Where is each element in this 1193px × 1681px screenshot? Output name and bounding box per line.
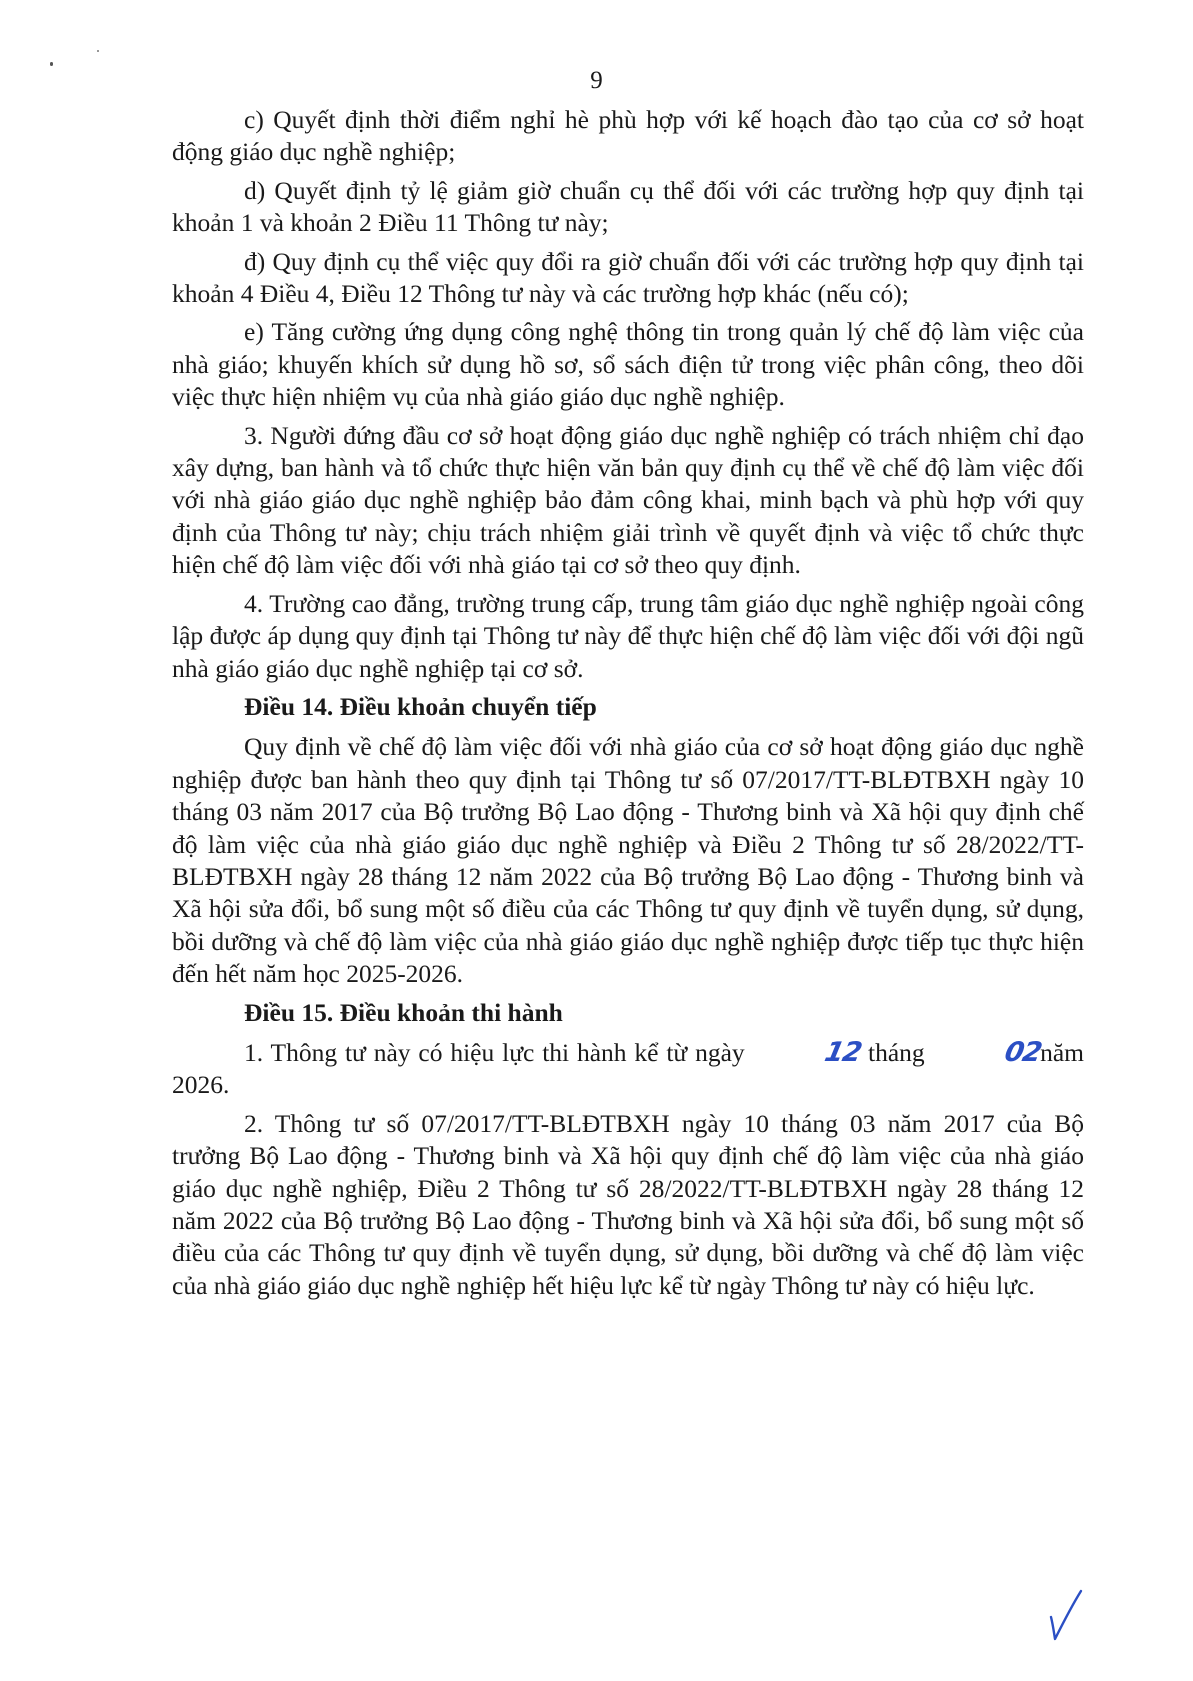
article-15-clause-1: [172, 1037, 1084, 1102]
article-14-heading: Điều 14. Điều khoản chuyển tiếp: [244, 691, 597, 721]
article-14-paragraph: Quy định về chế độ làm việc đối với nhà giáo của cơ sở hoạt động giáo dục nghề nghiệp được ban hành theo quy định tại Thông tư số 07/2017/TT-BLĐTBXH ngày 10 tháng 03 năm 2017 của Bộ trưởng Bộ Lao động - Thương binh và Xã hội quy định chế độ làm việc của nhà giáo giáo dục nghề nghiệp và Điều 2 Thông tư số 28/2022/TT-BLĐTBXH ngày 28 tháng 12 năm 2022 của Bộ trưởng Bộ Lao động - Thương binh và Xã hội sửa đổi, bổ sung một số điều của các Thông tư quy định về tuyển dụng, sử dụng, bồi dưỡng và chế độ làm việc của nhà giáo giáo dục nghề nghiệp được tiếp tục thực hiện đến hết năm học 2025-2026.: [172, 732, 1084, 989]
paragraph-d: d) Quyết định tỷ lệ giảm giờ chuẩn cụ thể đối với các trường hợp quy định tại khoản 1 và khoản 2 Điều 11 Thông tư này;: [172, 175, 1084, 238]
paragraph-dd: đ) Quy định cụ thể việc quy đổi ra giờ chuẩn đối với các trường hợp quy định tại khoản 4 Điều 4, Điều 12 Thông tư này và các trường hợp khác (nếu có);: [172, 246, 1084, 309]
article-15-heading: Điều 15. Điều khoản thi hành: [244, 997, 563, 1027]
scan-speck: [97, 50, 99, 52]
paragraph-clause-4: 4. Trường cao đẳng, trường trung cấp, trung tâm giáo dục nghề nghiệp ngoài công lập được áp dụng quy định tại Thông tư này để thực hiện chế độ làm việc đối với đội ngũ nhà giáo giáo dục nghề nghiệp tại cơ sở.: [172, 588, 1084, 683]
paragraph-clause-3: 3. Người đứng đầu cơ sở hoạt động giáo dục nghề nghiệp có trách nhiệm chỉ đạo xây dựng, ban hành và tổ chức thực hiện văn bản quy định cụ thể về chế độ làm việc đối với nhà giáo giáo dục nghề nghiệp bảo đảm công khai, minh bạch và phù hợp với quy định của Thông tư này; chịu trách nhiệm giải trình về quyết định và việc tổ chức thực hiện chế độ làm việc đối với nhà giáo tại cơ sở theo quy định.: [172, 420, 1084, 580]
article-15-clause-2: 2. Thông tư số 07/2017/TT-BLĐTBXH ngày 10 tháng 03 năm 2017 của Bộ trưởng Bộ Lao động - Thương binh và Xã hội quy định chế độ làm việc của nhà giáo giáo dục nghề nghiệp, Điều 2 Thông tư số 28/2022/TT-BLĐTBXH ngày 28 tháng 12 năm 2022 của Bộ trưởng Bộ Lao động - Thương binh và Xã hội sửa đổi, bổ sung một số điều của các Thông tư quy định về tuyển dụng, sử dụng, bồi dưỡng và chế độ làm việc của nhà giáo giáo dục nghề nghiệp hết hiệu lực kể từ ngày Thông tư này có hiệu lực.: [172, 1108, 1084, 1300]
initial-checkmark-icon: [1045, 1587, 1085, 1643]
document-body: [172, 104, 1084, 1308]
paragraph-c: c) Quyết định thời điểm nghỉ hè phù hợp với kế hoạch đào tạo của cơ sở hoạt động giáo dục nghề nghiệp;: [172, 105, 1084, 167]
paragraph-e: e) Tăng cường ứng dụng công nghệ thông tin trong quản lý chế độ làm việc của nhà giáo; khuyến khích sử dụng hồ sơ, sổ sách điện tử trong việc phân công, theo dõi việc thực hiện nhiệm vụ của nhà giáo giáo dục nghề nghiệp.: [172, 317, 1084, 412]
page-number: 9: [590, 67, 603, 94]
effective-date-text-a: 1. Thông tư này có hiệu lực thi hành kể từ ngày: [244, 1037, 753, 1067]
effective-date-text-b: tháng: [860, 1037, 933, 1067]
effective-date-text-c: năm 2026.: [172, 1037, 1084, 1100]
handwritten-month: 02: [1001, 1036, 1044, 1068]
handwritten-day: 12: [821, 1036, 864, 1068]
